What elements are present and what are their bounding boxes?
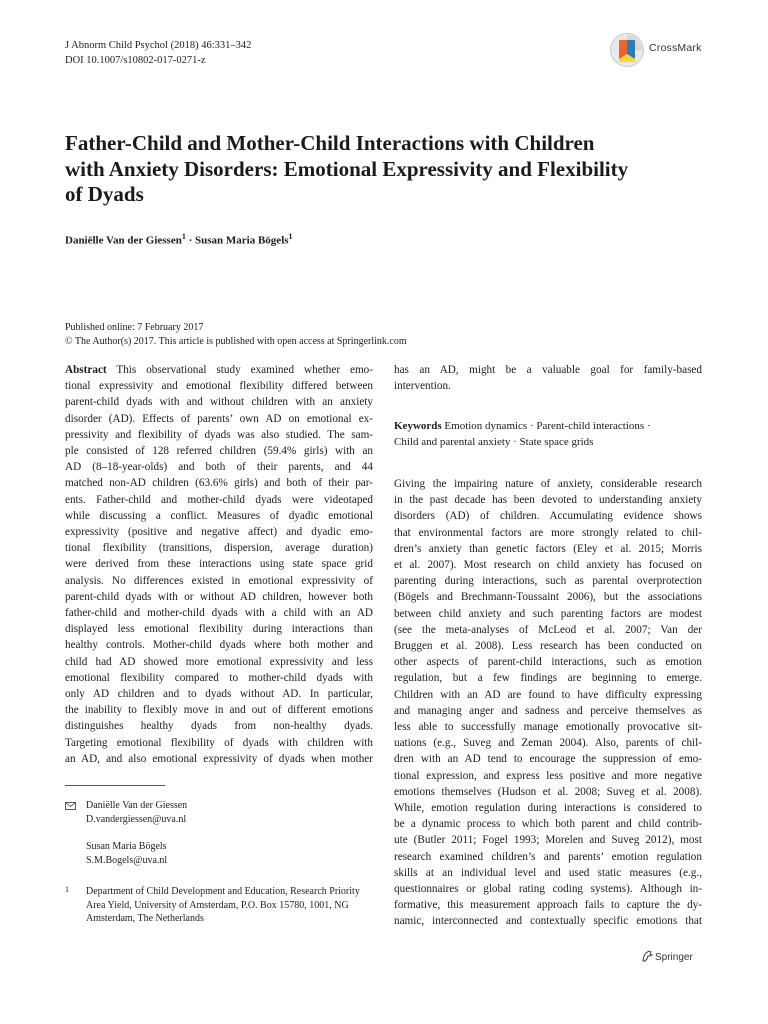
published-date: Published online: 7 February 2017: [65, 322, 204, 333]
body-line: et al. 2007). Most research on child anxiety has focused on: [394, 559, 702, 572]
author-separator: ·: [185, 234, 196, 247]
crossmark-icon: [609, 32, 645, 68]
abstract-line: emotional flexibility compared to mother-child dyads with: [65, 671, 373, 684]
journal-citation: J Abnorm Child Psychol (2018) 46:331–342: [65, 40, 252, 51]
affiliation-line: Area Yield, University of Amsterdam, P.O. Box 15780, 1001, NG: [86, 899, 349, 911]
abstract-line: matched non-AD children (63.6% girls) and both of their par-: [65, 477, 373, 490]
body-line: ute (Butler 2011; Fogel 1993; Morelen and Suveg 2012), most: [394, 834, 702, 847]
abstract-line: tional flexibility (transitions, dispersion, average duration): [65, 542, 373, 555]
body-line: Giving the impairing nature of anxiety, considerable research: [394, 478, 702, 490]
copyright-notice: © The Author(s) 2017. This article is published with open access at Springerlink.com: [65, 336, 407, 347]
abstract-line: ents. Father-child and mother-child dyads were videotaped: [65, 493, 373, 506]
introduction-body: [394, 476, 702, 930]
body-line: other aspects of parent-child interactions, such as emotion: [394, 656, 702, 669]
affiliation-line: Amsterdam, The Netherlands: [86, 913, 204, 924]
affiliation-number: 1: [65, 885, 69, 894]
abstract-line: parent-child dyads with and without children with an anxiety: [65, 396, 373, 409]
springer-horse-icon: [641, 950, 653, 962]
contact-name: Daniëlle Van der Giessen: [86, 800, 188, 811]
keywords-line: Child and parental anxiety · State space grids: [394, 436, 594, 448]
author-name[interactable]: Daniëlle Van der Giessen: [65, 234, 182, 247]
contact-email[interactable]: S.M.Bogels@uva.nl: [86, 854, 168, 866]
keywords: [394, 418, 702, 450]
body-line: and managing anger and sadness and perceive themselves as: [394, 704, 702, 717]
body-line: Children with an AD are found to have difficulty expressing: [394, 688, 702, 701]
body-line: in the past decade has been devoted to understanding anxiety: [394, 494, 702, 507]
body-line: questionnaires or global rating coding systems). Although in-: [394, 883, 702, 896]
publisher-logo: [641, 950, 693, 963]
abstract: [65, 362, 373, 767]
abstract-line: analysis. No differences existed in emotional expressivity of: [65, 574, 373, 587]
abstract-line: an AD, and also emotional expressivity of dyads when mother: [65, 752, 373, 765]
body-line: parenting during interactions, such as parental overprotection: [394, 575, 702, 588]
abstract-line: Targeting emotional flexibility of dyads with children with: [65, 736, 373, 749]
abstract-line: intervention.: [394, 380, 451, 393]
abstract-label: Abstract: [65, 364, 107, 376]
body-line: skills at an individual level and used static measures (e.g.,: [394, 866, 702, 879]
body-line: between child anxiety and such parenting factors are modest: [394, 607, 702, 620]
abstract-line: while discussing a conflict. Measures of dyadic emotional: [65, 509, 373, 522]
abstract-line: the inability to flexibly move in and out of different emotions: [65, 704, 373, 717]
title-line: of Dyads: [65, 182, 144, 206]
contact-name: Susan Maria Bögels: [86, 841, 167, 852]
abstract-line: has an AD, might be a valuable goal for family-based: [394, 364, 702, 376]
abstract-line: healthy controls. Mother-child dyads where both mother and: [65, 639, 373, 652]
footnote-divider: [65, 785, 165, 786]
abstract-line: AD (8–18-year-olds) and both of their parents, and 44: [65, 461, 373, 474]
title-line: Father-Child and Mother-Child Interactions with Children: [65, 131, 595, 155]
affiliation-marker: 1: [288, 232, 293, 241]
body-line: namic, interconnected and contextually specific emotions that: [394, 915, 702, 928]
keywords-label: Keywords: [394, 420, 442, 432]
abstract-line: only AD children and to dyads without AD. In particular,: [65, 688, 373, 701]
abstract-continued: [394, 362, 702, 394]
abstract-line: were derived from these interactions using state space grid: [65, 558, 373, 571]
contact-email[interactable]: D.vandergiessen@uva.nl: [86, 813, 187, 825]
body-line: less able to successfully manage emotionally provocative sit-: [394, 721, 702, 734]
abstract-line: Abstract This observational study examined whether emo-: [65, 364, 373, 376]
abstract-line: disorder (AD). Effects of parents’ own AD on emotional ex-: [65, 412, 373, 425]
title-line: with Anxiety Disorders: Emotional Expressivity and Flexibility: [65, 156, 629, 181]
doi[interactable]: DOI 10.1007/s10802-017-0271-z: [65, 55, 206, 66]
body-line: dren’s anxiety than genetic factors (Eley et al. 2015; Morris: [394, 542, 702, 555]
body-line: that environmental factors are more strongly related to chil-: [394, 526, 702, 539]
abstract-line: distinguishes healthy dyads from non-healthy dyads.: [65, 720, 373, 733]
abstract-line: displayed less emotional flexibility during interactions than: [65, 623, 373, 636]
author-name[interactable]: Susan Maria Bögels: [195, 234, 289, 247]
body-line: Bruggen et al. 2008). Less research has been conducted on: [394, 640, 702, 653]
body-line: uations (e.g., Suveg and Zeman 2004). Also, parents of chil-: [394, 737, 702, 750]
abstract-line: father-child and mother-child dyads with a child with an AD: [65, 607, 373, 620]
body-line: research examined children’s and parents’ emotion regulation: [394, 850, 702, 863]
body-line: (Bögels and Brechmann-Toussaint 2006), but the associations: [394, 591, 702, 604]
abstract-line: expressivity (positive and negative affect) and dyadic emo-: [65, 526, 373, 539]
publication-info: [65, 321, 407, 349]
abstract-line: parent-child dyads with or without AD children, however both: [65, 590, 373, 603]
envelope-icon: [65, 802, 76, 810]
abstract-line: child had AD showed more emotional expressivity and less: [65, 655, 373, 668]
affiliation-line: Department of Child Development and Education, Research Priority: [86, 886, 360, 897]
body-line: dren with an AD tend to encourage the suppression of emo-: [394, 753, 702, 766]
abstract-line: ple consisted of 128 referred children (59.4% girls) with an: [65, 445, 373, 458]
body-line: formative, this measurement approach fails to capture the dy-: [394, 899, 702, 912]
affiliation-marker: 1: [181, 232, 186, 241]
crossmark-badge[interactable]: [609, 30, 759, 70]
body-line: regulation, but a few findings are beginning to emerge.: [394, 672, 702, 685]
body-line: (see the meta-analyses of McLeod et al. 2007; Van der: [394, 623, 702, 636]
author-list: [65, 232, 293, 247]
crossmark-label: CrossMark: [649, 42, 702, 54]
keywords-line: Keywords Emotion dynamics · Parent-child interactions ·: [394, 420, 651, 432]
body-line: tional expression, and express less positive and more negative: [394, 769, 702, 782]
body-line: emotions themselves (Hudson et al. 2008; Suveg et al. 2008).: [394, 785, 702, 798]
abstract-line: tional expressivity and emotional flexibility differed between: [65, 380, 373, 393]
body-line: While, emotion regulation during interactions is considered to: [394, 802, 702, 815]
body-line: disorders (AD) of children. Accumulating evidence shows: [394, 510, 702, 523]
article-title: [65, 131, 705, 208]
abstract-line: pressivity and flexibility of dyads was also studied. The sam-: [65, 428, 373, 441]
publisher-name: Springer: [655, 952, 693, 963]
body-line: be a dynamic process to which both parent and child contrib-: [394, 818, 702, 831]
